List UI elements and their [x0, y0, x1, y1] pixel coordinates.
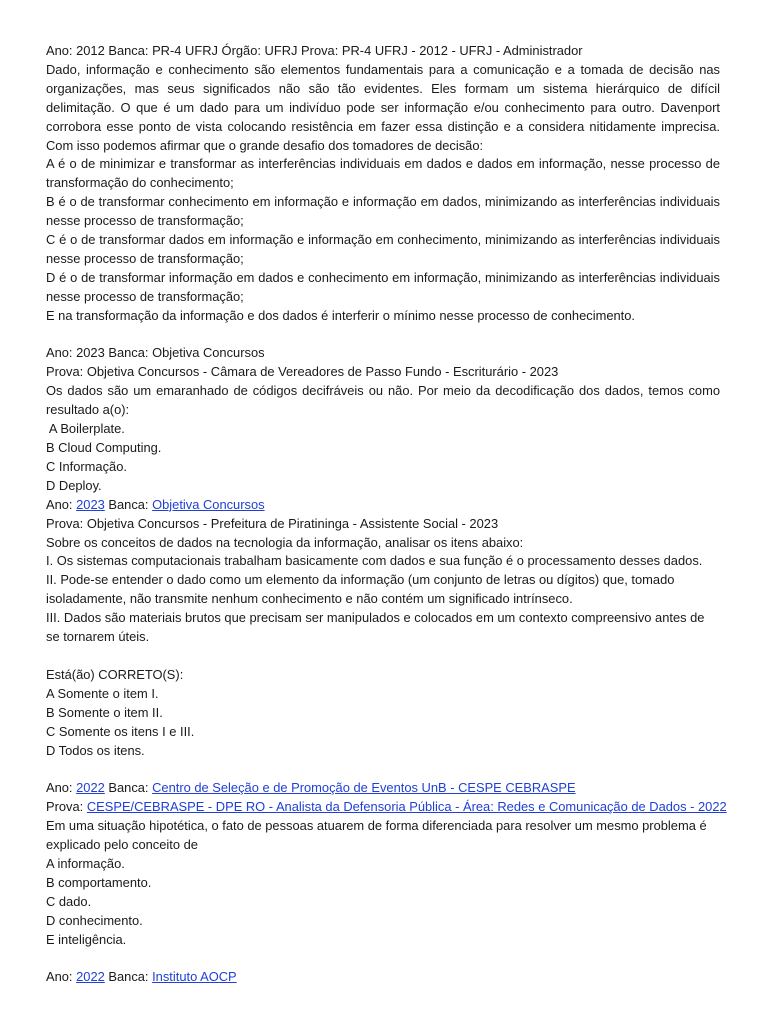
- q4-option-c: C dado.: [46, 893, 92, 909]
- q1-statement: Dado, informação e conhecimento são elementos fundamentais para a comunicação e a tomada de decisão nas organizações, mas seus significados não são tão evidentes. Eles formam um sistema hierárquico de difícil delimitação. O que é um dado para um indivíduo pode ser informação e/ou conhecimento para outro. Davenport corrobora esse ponto de vista colocando resistência em fazer essa distinção e a considera nitidamente imprecisa. Com isso podemos afirmar que o grande desafio dos tomadores de decisão:: [46, 61, 720, 153]
- q3-item-1: I. Os sistemas computacionais trabalham basicamente com dados e sua função é o processamento desses dados.: [46, 553, 703, 569]
- q3-header: [46, 496, 720, 515]
- banca-link[interactable]: Objetiva Concursos: [152, 496, 265, 512]
- q1-header: Ano: 2012 Banca: PR-4 UFRJ Órgão: UFRJ Prova: PR-4 UFRJ - 2012 - UFRJ - Administrador: [46, 43, 583, 58]
- ano-label: Ano:: [46, 780, 77, 796]
- q3-item-3: III. Dados são materiais brutos que precisam ser manipulados e colocados em um contexto compreensivo antes de se tornarem úteis.: [46, 610, 705, 645]
- question-5: [46, 968, 720, 987]
- banca-link[interactable]: Instituto AOCP: [152, 969, 237, 985]
- question-2: [46, 344, 720, 495]
- banca-label: Banca:: [104, 780, 153, 796]
- q4-option-d: D conhecimento.: [46, 912, 143, 928]
- q2-option-c: C Informação.: [46, 458, 127, 474]
- q2-option-a: A Boilerplate.: [46, 421, 125, 437]
- spacer: [46, 647, 720, 666]
- q2-prova: Prova: Objetiva Concursos - Câmara de Vereadores de Passo Fundo - Escriturário - 2023: [46, 364, 559, 380]
- spacer: [46, 326, 720, 345]
- q3-option-c: C Somente os itens I e III.: [46, 723, 195, 739]
- q4-option-a: A informação.: [46, 855, 125, 871]
- banca-label: Banca:: [104, 969, 153, 985]
- q2-header: Ano: 2023 Banca: Objetiva Concursos: [46, 345, 265, 361]
- q4-option-e: E inteligência.: [46, 931, 127, 947]
- ano-label: Ano:: [46, 496, 77, 512]
- q1-option-d: D é o de transformar informação em dados e conhecimento em informação, minimizando as interferências individuais nesse processo de transformação;: [46, 269, 720, 304]
- q4-prova: [46, 798, 727, 817]
- question-3: [46, 496, 720, 761]
- q1-option-b: B é o de transformar conhecimento em informação e informação em dados, minimizando as interferências individuais nesse processo de transformação;: [46, 194, 720, 229]
- q3-option-b: B Somente o item II.: [46, 704, 163, 720]
- q4-header: [46, 779, 720, 798]
- q5-header: [46, 968, 720, 987]
- prova-label: Prova:: [46, 799, 87, 815]
- q3-item-2: II. Pode-se entender o dado como um elemento da informação (um conjunto de letras ou dígitos) que, tomado isoladamente, não transmite nenhum conhecimento e não contém um significado intrínseco.: [46, 572, 675, 607]
- prova-link[interactable]: CESPE/CEBRASPE - DPE RO - Analista da Defensoria Pública - Área: Redes e Comunicação de Dados - 2022: [86, 799, 727, 815]
- q3-option-d: D Todos os itens.: [46, 742, 145, 758]
- banca-label: Banca:: [104, 496, 153, 512]
- q3-question: Está(ão) CORRETO(S):: [46, 666, 184, 682]
- banca-link[interactable]: Centro de Seleção e de Promoção de Eventos UnB - CESPE CEBRASPE: [152, 780, 576, 796]
- year-link[interactable]: 2022: [76, 969, 105, 985]
- q3-prova: Prova: Objetiva Concursos - Prefeitura de Piratininga - Assistente Social - 2023: [46, 515, 499, 531]
- q1-option-a: A é o de minimizar e transformar as interferências individuais em dados e dados em informação, nesse processo de transformação do conhecimento;: [46, 156, 720, 191]
- question-1: [46, 42, 720, 326]
- spacer: [46, 760, 720, 779]
- q1-option-c: C é o de transformar dados em informação e informação em conhecimento, minimizando as interferências individuais nesse processo de transformação;: [46, 232, 720, 266]
- spacer: [46, 949, 720, 968]
- q4-option-b: B comportamento.: [46, 874, 152, 890]
- q3-option-a: A Somente o item I.: [46, 685, 159, 701]
- year-link[interactable]: 2023: [76, 496, 105, 512]
- q3-intro: Sobre os conceitos de dados na tecnologia da informação, analisar os itens abaixo:: [46, 534, 524, 550]
- ano-label: Ano:: [46, 969, 77, 985]
- year-link[interactable]: 2022: [76, 780, 105, 796]
- q2-option-d: D Deploy.: [46, 477, 102, 493]
- q2-option-b: B Cloud Computing.: [46, 440, 162, 456]
- q1-option-e: E na transformação da informação e dos dados é interferir o mínimo nesse processo de conhecimento.: [46, 307, 635, 323]
- q2-statement: Os dados são um emaranhado de códigos decifráveis ou não. Por meio da decodificação dos dados, temos como resultado a(o):: [46, 383, 720, 418]
- q4-statement: Em uma situação hipotética, o fato de pessoas atuarem de forma diferenciada para resolver um mesmo problema é explicado pelo conceito de: [46, 818, 707, 853]
- question-4: [46, 779, 727, 949]
